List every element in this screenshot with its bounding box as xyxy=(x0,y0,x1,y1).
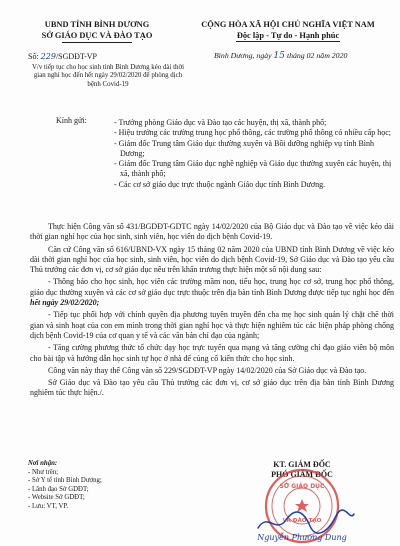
province-committee: UBND TỈNH BÌNH DƯƠNG xyxy=(44,20,150,29)
date-prefix: Bình Dương, ngày xyxy=(214,51,272,60)
distribution-list xyxy=(28,460,102,512)
paragraph: Căn cứ Công văn số 616/UBND-VX ngày 15 tháng 02 năm 2020 của UBND tỉnh Bình Dương về việc kéo dài thời gian nghỉ học của học sinh, sinh viên, học viên do dịch bệnh Covid-19, Sở Giáo dục và Đào tạo yêu cầu Thủ trưởng các đơn vị, cơ sở giáo dục nêu trên khẩn trương thực hiện một số nội dung sau: xyxy=(30,244,394,275)
signature-position: PHÓ GIÁM ĐỐC xyxy=(271,470,333,479)
date-day: 15 xyxy=(273,51,285,61)
document-body xyxy=(30,222,394,401)
svg-text:VÀ ĐÀO TẠO: VÀ ĐÀO TẠO xyxy=(282,518,322,524)
deadline-emphasis: hết ngày 29/02/2020; xyxy=(30,298,100,308)
department-name: SỞ GIÁO DỤC VÀ ĐÀO TẠO xyxy=(41,30,153,40)
paragraph: Sở Giáo dục và Đào tạo yêu cầu Thủ trưởng các đơn vị, cơ sở giáo dục trên địa bàn tỉnh Bình Dương nghiêm túc thực hiện./. xyxy=(30,378,394,398)
recipient-item: - Trưởng phòng Giáo dục và Đào tạo các huyện, thị xã, thành phố; xyxy=(114,118,327,127)
svg-text:SỞ GIÁO DỤC: SỞ GIÁO DỤC xyxy=(279,483,325,490)
doc-number-suffix: /SGDĐT-VP xyxy=(55,52,97,61)
handwritten-signature xyxy=(250,508,360,536)
header-right-underline xyxy=(236,41,340,42)
subject-line: V/v tiếp tục cho học sinh tỉnh Bình Dương kéo dài thời gian nghỉ học đến hết ngày 29/02/2020 để phòng dịch bệnh Covid-19 xyxy=(31,64,185,88)
distribution-item: - Website Sở GDĐT; xyxy=(28,494,85,502)
national-motto: Độc lập - Tự do - Hạnh phúc xyxy=(236,30,340,40)
recipient-item: - Các cơ sở giáo dục trực thuộc ngành Giáo dục tỉnh Bình Dương. xyxy=(114,179,326,189)
recipient-item: - Giám đốc Trung tâm Giáo dục nghề nghiệp và Giáo dục thường xuyên các huyện, thị xã, thành phố; xyxy=(114,159,392,179)
header-left xyxy=(12,20,182,43)
doc-number-label: Số: xyxy=(28,52,39,61)
paragraph xyxy=(30,277,394,308)
greeting: Kính gửi: xyxy=(56,116,87,125)
national-title: CỘNG HÒA XÃ HỘI CHỦ NGHĨA VIỆT NAM xyxy=(201,20,375,29)
header-left-underline xyxy=(62,42,132,43)
recipient-item: - Hiệu trưởng các trường trung học phổ thông, các trường phổ thông có nhiều cấp học; xyxy=(114,128,391,138)
issue-date xyxy=(214,51,347,61)
distribution-title: Nơi nhận: xyxy=(28,460,58,467)
distribution-item: - Sở Y tế tỉnh Bình Dương; xyxy=(28,477,102,485)
recipient-list xyxy=(114,118,396,190)
recipient-item: - Giám đốc Trung tâm Giáo dục thường xuyên và Bồi dưỡng nghiệp vụ tỉnh Bình Dương; xyxy=(114,138,375,158)
distribution-item: - Như trên; xyxy=(28,468,59,476)
doc-number-value: 229 xyxy=(40,52,56,61)
paragraph: Thực hiện Công văn số 431/BGDĐT-GDTC ngày 14/02/2020 của Bộ Giáo dục và Đào tạo về việc kéo dài thời gian nghỉ học của học sinh, sinh viên, học viên do dịch bệnh Covid-19. xyxy=(30,222,394,242)
paragraph: Công văn này thay thế Công văn số 229/SGDĐT-VP ngày 14/02/2020 của Sở Giáo dục và Đào tạo. xyxy=(48,365,367,375)
signer-name: Nguyễn Phương Dung xyxy=(257,533,347,542)
date-suffix: tháng 02 năm 2020 xyxy=(286,51,348,60)
document-number xyxy=(28,52,97,61)
paragraph-text: - Thông báo cho học sinh, học viên các trường mầm non, tiểu học, trung học cơ sở, trung học phổ thông, giáo dục thường xuyên và các cơ sở giáo dục trực thuộc trên địa bàn tỉnh Bình Dương được tiếp tục nghỉ học đến xyxy=(30,277,394,297)
signature-title: KT. GIÁM ĐỐC xyxy=(273,460,331,469)
header-right xyxy=(182,20,394,42)
distribution-item: - Lãnh đạo Sở GDĐT; xyxy=(28,485,89,493)
paragraph: - Tiếp tục phối hợp với chính quyền địa phương tuyên truyền đến cha mẹ học sinh quản lý chặt chẽ thời gian và sinh hoạt của con em mình trong thời gian nghỉ học và thực hiện nghiêm túc các biện pháp phòng chống dịch bệnh Covid-19 của cơ quan y tế và các văn bản chỉ đạo của ngành; xyxy=(30,310,394,340)
paragraph: - Tăng cường phương thức tổ chức dạy học trực tuyến qua mạng và tăng cường chỉ đạo giáo viên bộ môn cho bài tập và hướng dẫn học sinh tự học ở nhà để củng cố kiến thức cho học sinh. xyxy=(30,343,394,363)
distribution-item: - Lưu: VT, VP. xyxy=(28,502,69,510)
